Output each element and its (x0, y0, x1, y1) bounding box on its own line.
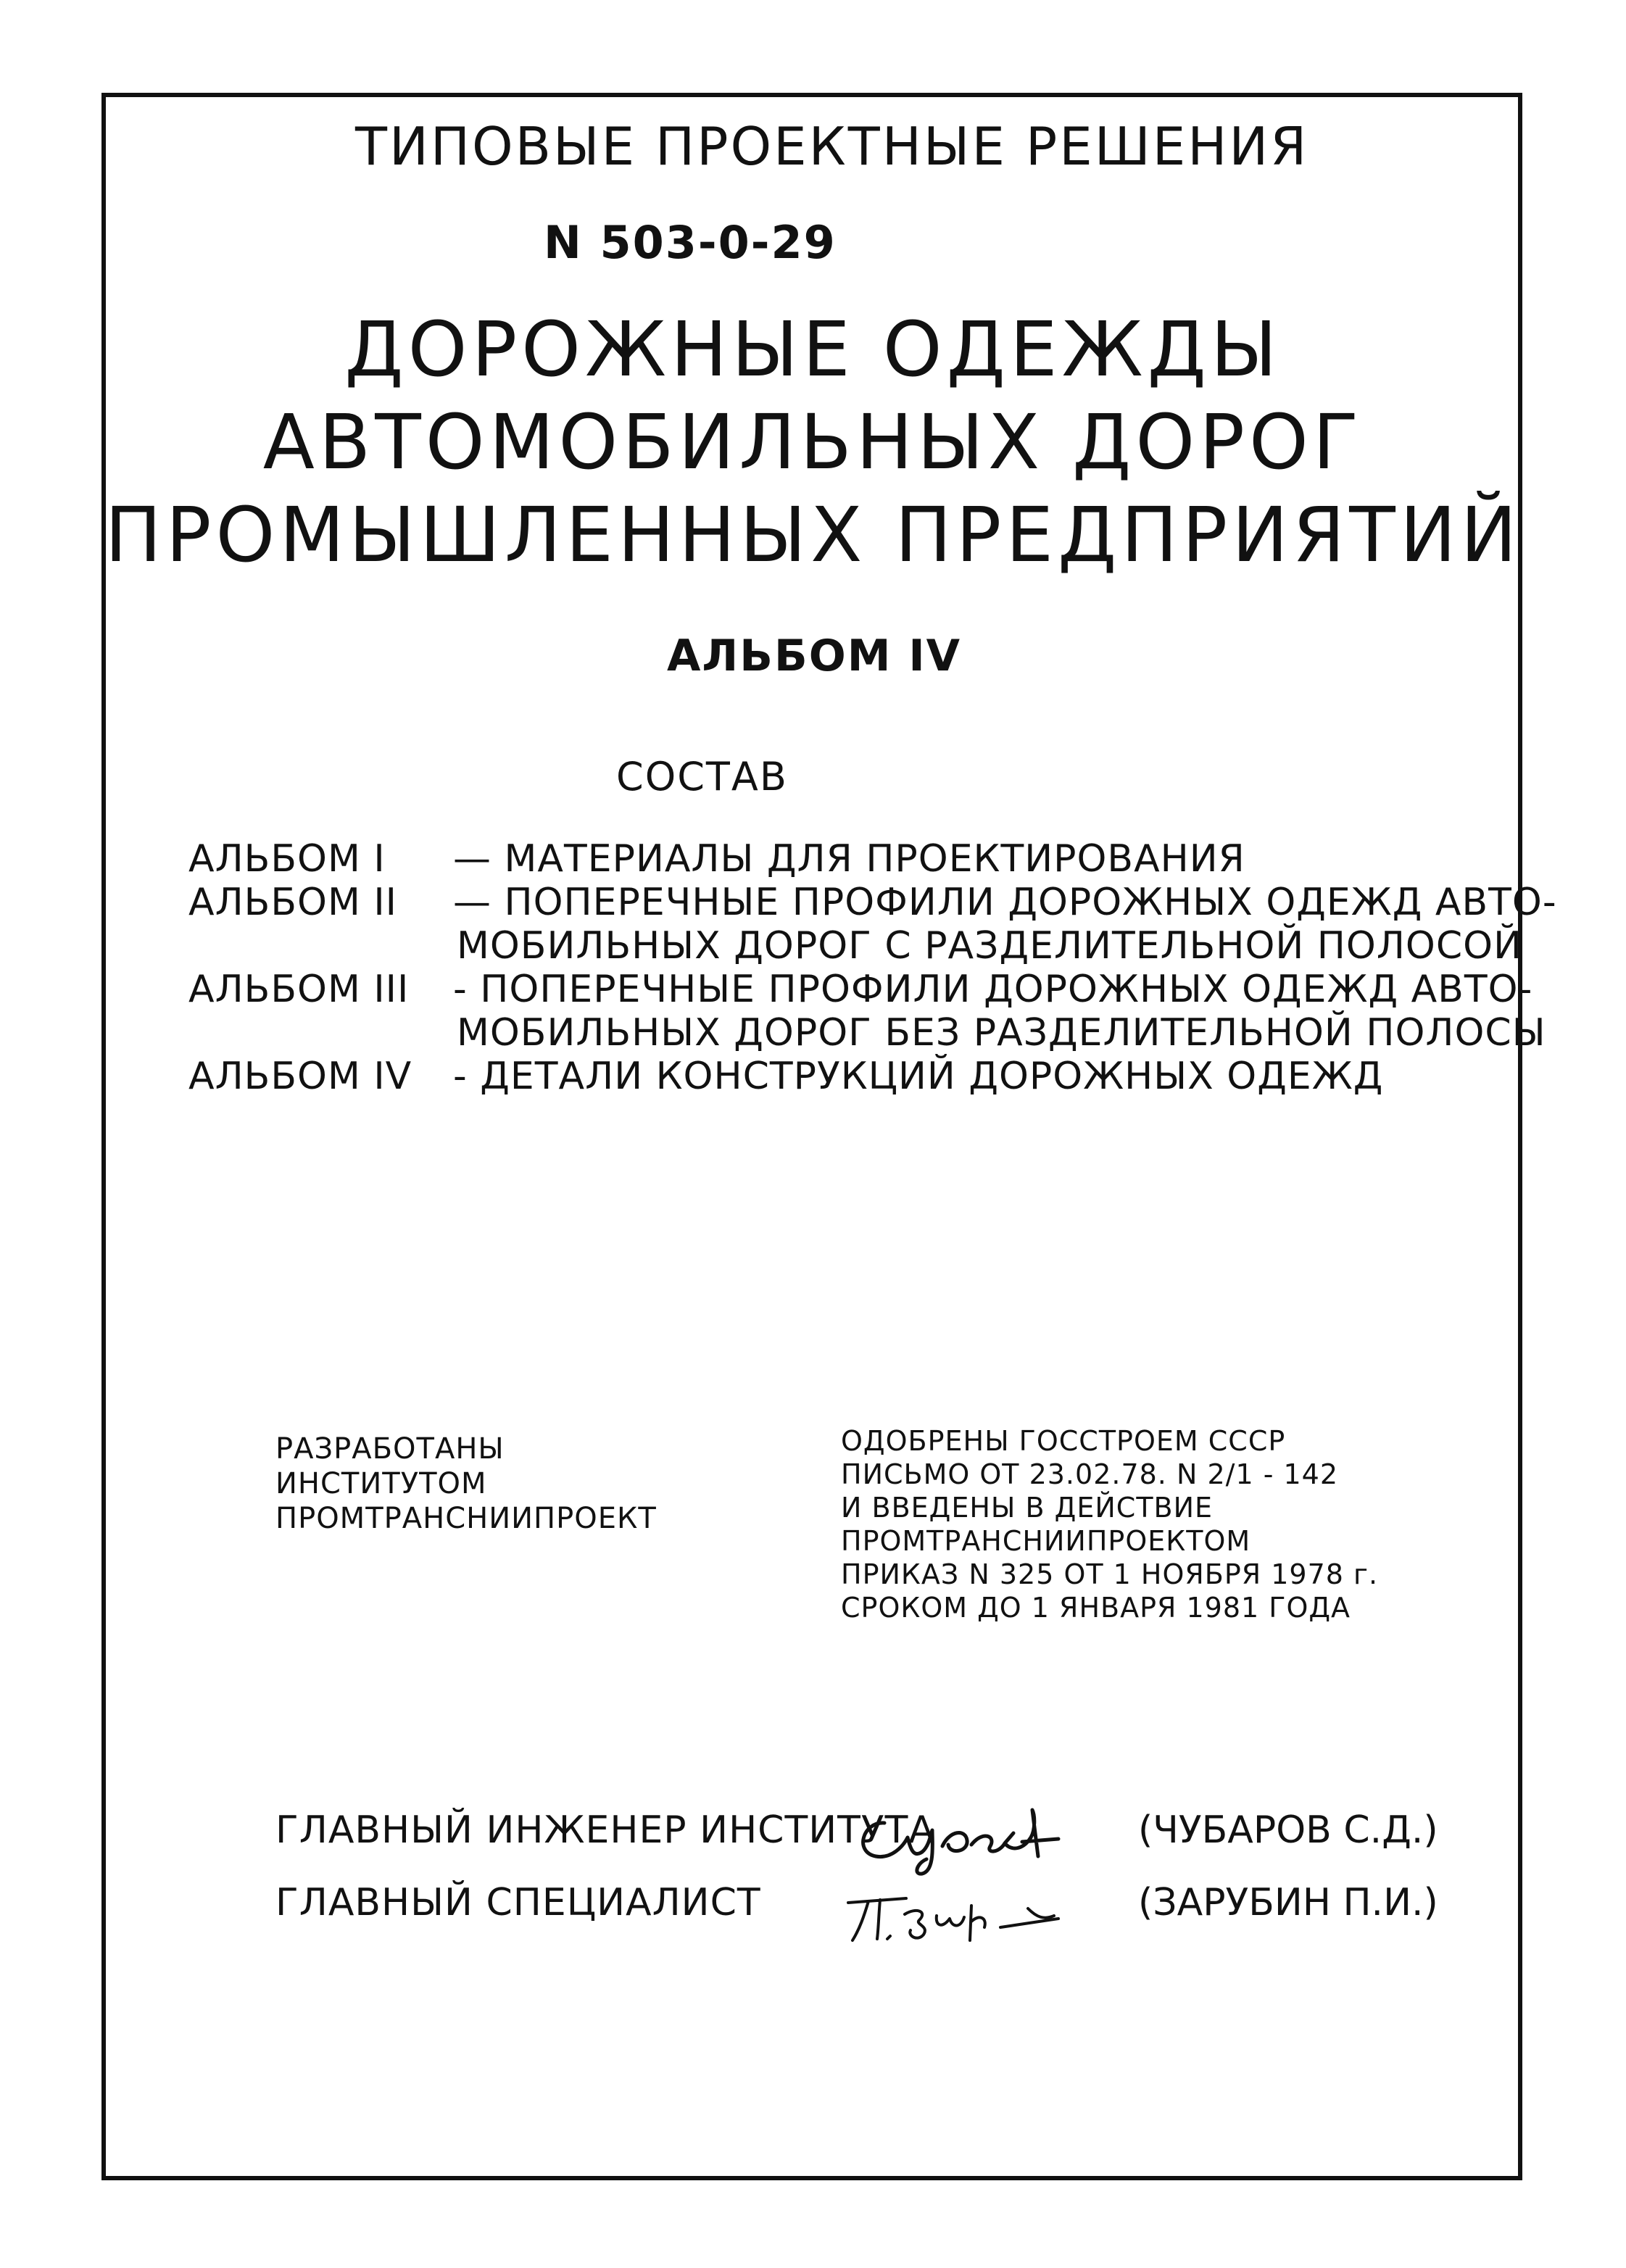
approval-line: СРОКОМ ДО 1 ЯНВАРЯ 1981 ГОДА (841, 1592, 1351, 1624)
contents-item (188, 881, 1557, 924)
developer-block (275, 1432, 657, 1536)
contents-item-name: АЛЬБОМ I (188, 837, 386, 881)
contents-item-name: АЛЬБОМ IV (188, 1055, 412, 1098)
album-label: АЛЬБОМ IV (667, 631, 962, 681)
contents-heading: СОСТАВ (616, 754, 788, 799)
signature-row (275, 1808, 1493, 1881)
series-number: N 503-0-29 (544, 216, 837, 269)
series-label: ТИПОВЫЕ ПРОЕКТНЫЕ РЕШЕНИЯ (355, 116, 1309, 177)
contents-item-text: - ПОПЕРЕЧНЫЕ ПРОФИЛИ ДОРОЖНЫХ ОДЕЖД АВТО- (453, 968, 1533, 1011)
handwritten-signature (826, 1874, 1116, 1953)
approval-block (841, 1424, 1378, 1624)
contents-item-continuation (188, 1011, 1557, 1055)
contents-item (188, 968, 1557, 1011)
contents-item-text: — ПОПЕРЕЧНЫЕ ПРОФИЛИ ДОРОЖНЫХ ОДЕЖД АВТО- (453, 881, 1557, 924)
contents-item-continuation (188, 924, 1557, 968)
signature-role: ГЛАВНЫЙ СПЕЦИАЛИСТ (275, 1881, 761, 1924)
title-line-3: ПРОМЫШЛЕННЫХ ПРЕДПРИЯТИЙ (104, 491, 1522, 579)
approval-line: И ВВЕДЕНЫ В ДЕЙСТВИЕ (841, 1492, 1214, 1524)
developer-line: ИНСТИТУТОМ (275, 1467, 487, 1500)
title-line-2: АВТОМОБИЛЬНЫХ ДОРОГ (262, 398, 1364, 486)
handwritten-signature (841, 1801, 1116, 1881)
signatory-name: (ЧУБАРОВ С.Д.) (1138, 1808, 1438, 1852)
signature-row (275, 1881, 1493, 1953)
title-line-1: ДОРОЖНЫЕ ОДЕЖДЫ (344, 305, 1282, 394)
signature-role: ГЛАВНЫЙ ИНЖЕНЕР ИНСТИТУТА (275, 1808, 935, 1852)
approval-line: ОДОБРЕНЫ ГОССТРОЕМ СССР (841, 1425, 1286, 1457)
contents-item-cont-text: МОБИЛЬНЫХ ДОРОГ БЕЗ РАЗДЕЛИТЕЛЬНОЙ ПОЛОСЫ (457, 1011, 1546, 1055)
contents-item-cont-text: МОБИЛЬНЫХ ДОРОГ С РАЗДЕЛИТЕЛЬНОЙ ПОЛОСОЙ (457, 924, 1522, 968)
contents-item-text: - ДЕТАЛИ КОНСТРУКЦИЙ ДОРОЖНЫХ ОДЕЖД (453, 1055, 1384, 1098)
contents-item-name: АЛЬБОМ II (188, 881, 398, 924)
signature-block (275, 1808, 1493, 1953)
contents-list (188, 837, 1557, 1098)
approval-line: ПРОМТРАНСНИИПРОЕКТОМ (841, 1525, 1251, 1557)
contents-item-name: АЛЬБОМ III (188, 968, 410, 1011)
approval-line: ПРИКАЗ N 325 ОТ 1 НОЯБРЯ 1978 г. (841, 1558, 1379, 1590)
contents-item (188, 837, 1557, 881)
contents-item (188, 1055, 1557, 1098)
signatory-name: (ЗАРУБИН П.И.) (1138, 1881, 1438, 1924)
developer-line: РАЗРАБОТАНЫ (275, 1432, 505, 1466)
document-title (0, 303, 1626, 581)
developer-line: ПРОМТРАНСНИИПРОЕКТ (275, 1502, 657, 1535)
contents-item-text: — МАТЕРИАЛЫ ДЛЯ ПРОЕКТИРОВАНИЯ (453, 837, 1245, 881)
approval-line: ПИСЬМО ОТ 23.02.78. N 2/1 - 142 (841, 1458, 1339, 1490)
